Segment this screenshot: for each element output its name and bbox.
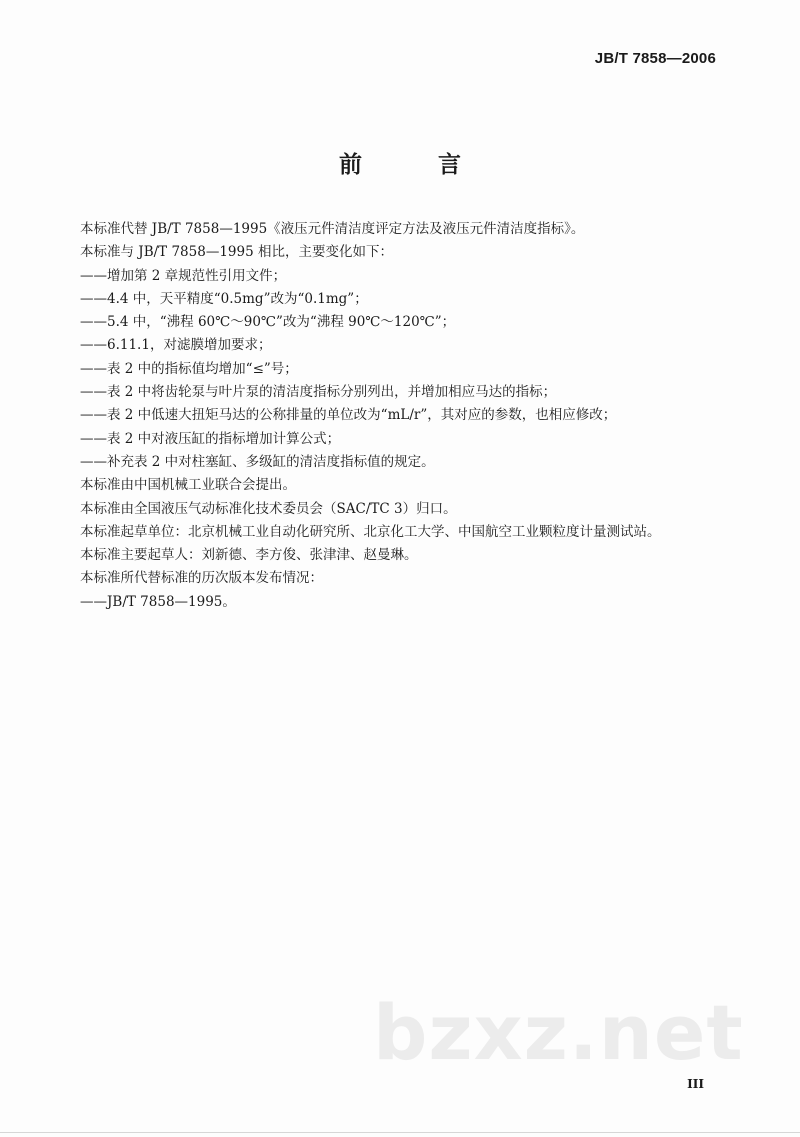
paragraph-line: ——6.11.1，对滤膜增加要求； (80, 337, 272, 354)
watermark: bzxz.net (373, 988, 744, 1077)
paragraph-line: ——表 2 中将齿轮泵与叶片泵的清洁度指标分别列出，并增加相应马达的指标； (80, 384, 557, 401)
page-title: 前 言 (338, 152, 495, 178)
paragraph-line: ——表 2 中的指标值均增加“≤”号； (80, 360, 298, 377)
paragraph-line: ——4.4 中，天平精度“0.5mg”改为“0.1mg”； (80, 290, 368, 307)
paragraph-line: 本标准起草单位：北京机械工业自动化研究所、北京化工大学、中国航空工业颗粒度计量测试站。 (80, 523, 661, 540)
paragraph-line: 本标准由中国机械工业联合会提出。 (80, 477, 296, 494)
paragraph-line: ——表 2 中对液压缸的指标增加计算公式； (80, 430, 341, 447)
paragraph-line: ——增加第 2 章规范性引用文件； (80, 267, 287, 284)
foreword-body (80, 218, 740, 614)
paragraph-line: ——5.4 中，“沸程 60℃～90℃”改为“沸程 90℃～120℃”； (80, 314, 456, 331)
paragraph-line: 本标准主要起草人：刘新德、李方俊、张津津、赵曼琳。 (80, 547, 418, 564)
paragraph-line: ——JB/T 7858—1995。 (80, 593, 236, 610)
paragraph-line: 本标准与 JB/T 7858—1995 相比，主要变化如下： (80, 244, 393, 261)
page-number: III (687, 1077, 704, 1091)
standard-number: JB/T 7858—2006 (594, 50, 716, 67)
paragraph-line: 本标准代替 JB/T 7858—1995《液压元件清洁度评定方法及液压元件清洁度指标》。 (80, 221, 585, 237)
page-bottom-edge (0, 1132, 800, 1133)
paragraph-line: ——补充表 2 中对柱塞缸、多级缸的清洁度指标值的规定。 (80, 453, 435, 470)
paragraph-line: 本标准所代替标准的历次版本发布情况： (80, 570, 323, 587)
paragraph-line: ——表 2 中低速大扭矩马达的公称排量的单位改为“mL/r”，其对应的参数，也相应修改； (80, 407, 617, 424)
paragraph-line: 本标准由全国液压气动标准化技术委员会（SAC/TC 3）归口。 (80, 500, 457, 517)
